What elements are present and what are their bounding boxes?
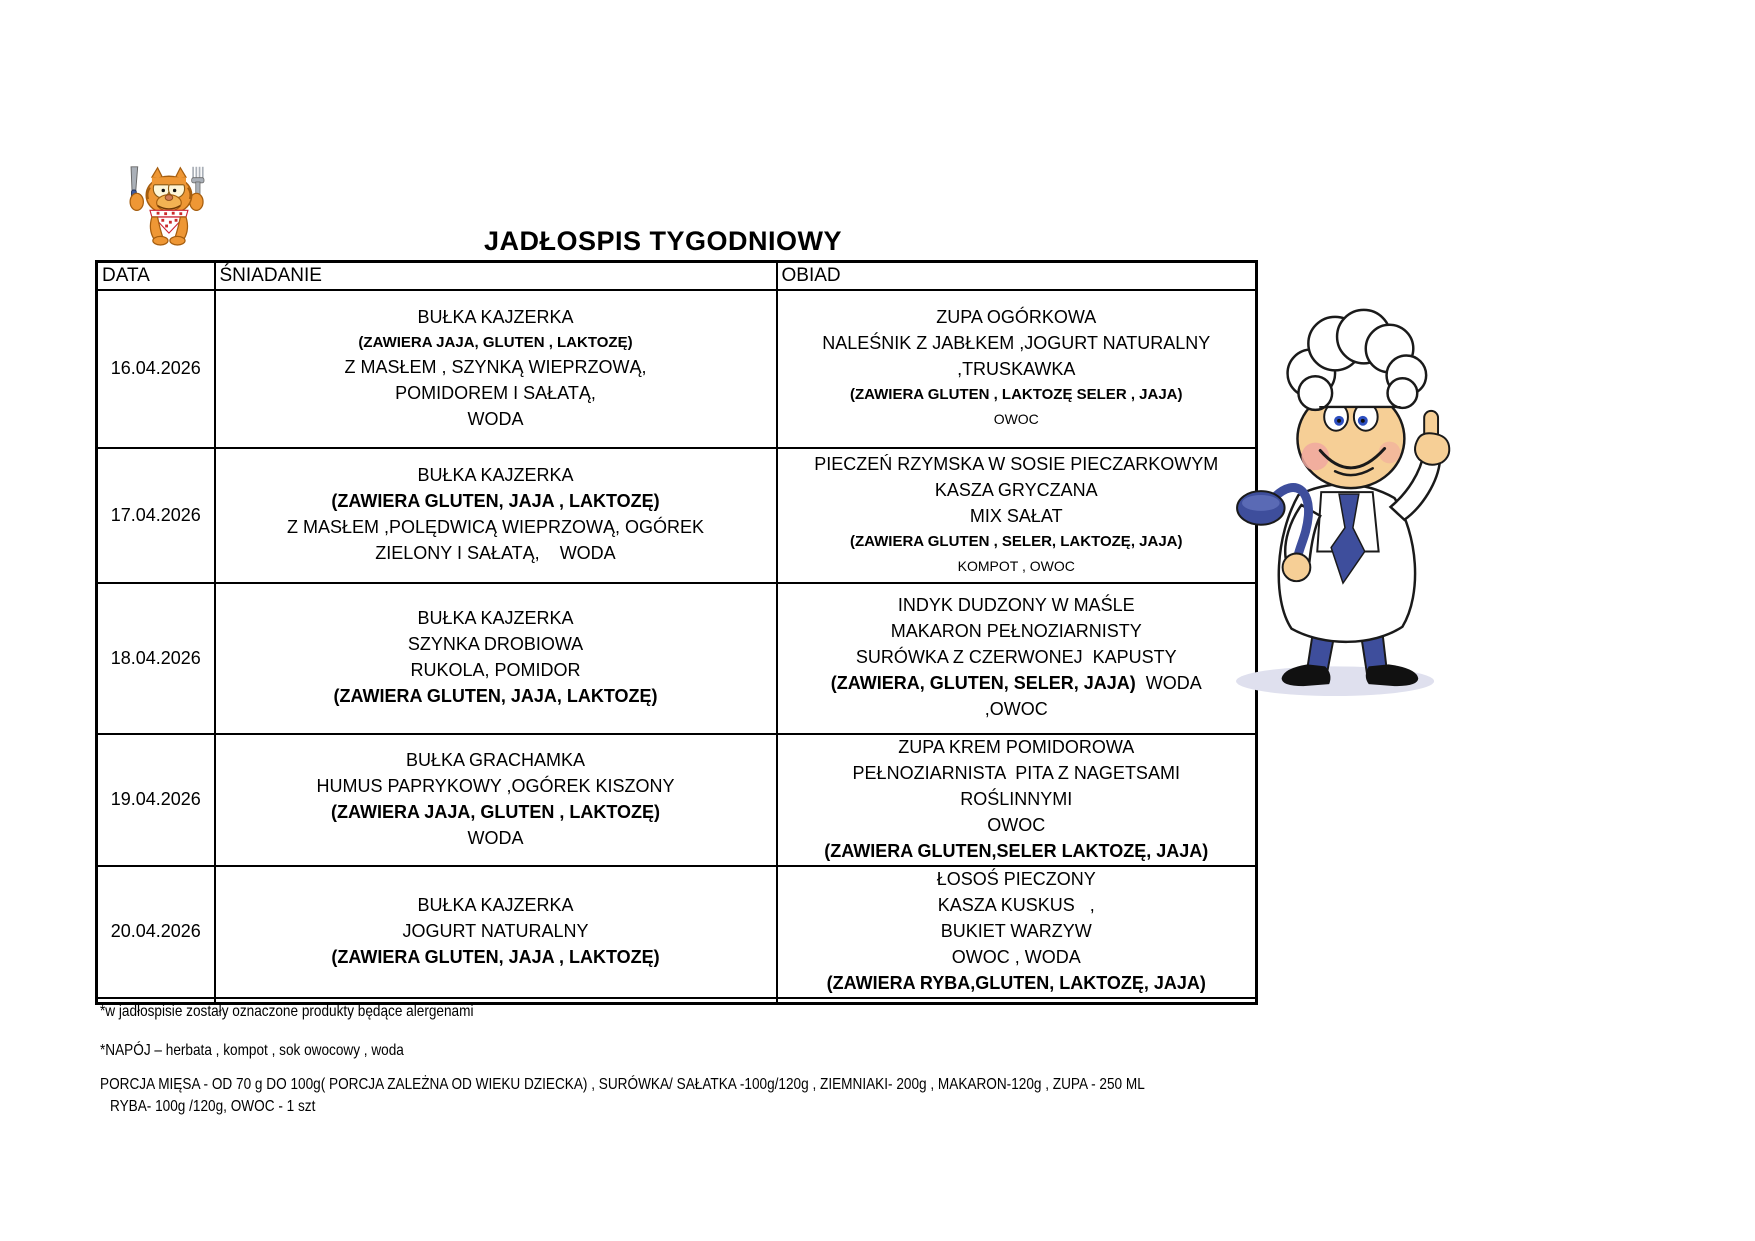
dinner-cell <box>777 290 1257 448</box>
menu-line: Z MASŁEM , SZYNKĄ WIEPRZOWĄ, <box>344 356 647 377</box>
menu-line: (ZAWIERA RYBA,GLUTEN, LAKTOZĘ, JAJA) <box>826 972 1206 993</box>
menu-header-row <box>97 262 1257 290</box>
menu-row <box>97 866 1257 998</box>
menu-line: PIECZEŃ RZYMSKA W SOSIE PIECZARKOWYM <box>814 453 1219 474</box>
chef-hat <box>1288 310 1427 410</box>
date-cell: 17.04.2026 <box>97 448 215 583</box>
menu-line: NALEŚNIK Z JABŁKEM ,JOGURT NATURALNY <box>822 333 1211 353</box>
menu-line: ZUPA OGÓRKOWA <box>936 307 1097 327</box>
menu-line: (ZAWIERA JAJA, GLUTEN , LAKTOZĘ) <box>358 333 633 351</box>
menu-line: JOGURT NATURALNY <box>402 920 589 941</box>
header-date: DATA <box>97 262 215 290</box>
menu-line: SZYNKA DROBIOWA <box>407 634 584 654</box>
date-cell: 20.04.2026 <box>97 866 215 998</box>
footnote-drinks: *NAPÓJ – herbata , kompot , sok owocowy , woda <box>100 1042 404 1059</box>
menu-line: HUMUS PAPRYKOWY ,OGÓREK KISZONY <box>316 775 675 796</box>
menu-line: (ZAWIERA GLUTEN,SELER LAKTOZĘ, JAJA) <box>824 840 1209 861</box>
menu-line: BUŁKA KAJZERKA <box>417 465 574 485</box>
menu-line: (ZAWIERA GLUTEN, JAJA , LAKTOZĘ) <box>331 491 660 511</box>
menu-row <box>97 290 1257 448</box>
thumbs-up-hand <box>1415 411 1449 465</box>
menu-line: BUŁKA KAJZERKA <box>417 608 574 628</box>
menu-row <box>97 448 1257 583</box>
menu-line: ZUPA KREM POMIDOROWA <box>898 736 1135 757</box>
menu-line: OWOC <box>987 814 1046 835</box>
menu-row <box>97 583 1257 734</box>
menu-line: KASZA KUSKUS , <box>937 894 1095 915</box>
menu-line: BUŁKA GRACHAMKA <box>405 749 586 770</box>
menu-line: KOMPOT , OWOC <box>957 557 1075 574</box>
menu-line: Z MASŁEM ,POLĘDWICĄ WIEPRZOWĄ, OGÓREK <box>286 517 705 537</box>
footnote-portions-line2: RYBA- 100g /120g, OWOC - 1 szt <box>110 1098 316 1115</box>
garfield-cat-image <box>112 163 224 253</box>
menu-line: INDYK DUDZONY W MAŚLE <box>897 595 1135 615</box>
menu-table <box>95 260 1258 1005</box>
menu-line: (ZAWIERA, GLUTEN, SELER, JAJA) WODA <box>830 673 1202 693</box>
menu-row <box>97 734 1257 866</box>
menu-line: ROŚLINNYMI <box>960 788 1073 809</box>
dinner-cell <box>777 734 1257 866</box>
menu-line: (ZAWIERA JAJA, GLUTEN , LAKTOZĘ) <box>330 801 660 822</box>
breakfast-cell <box>215 448 777 583</box>
menu-line: (ZAWIERA GLUTEN, JAJA, LAKTOZĘ) <box>333 686 658 706</box>
dinner-cell <box>777 448 1257 583</box>
header-breakfast: ŚNIADANIE <box>215 262 777 290</box>
chef-image <box>1224 302 1462 698</box>
menu-line: WODA <box>467 408 524 429</box>
breakfast-cell <box>215 583 777 734</box>
menu-line: OWOC <box>993 411 1039 427</box>
menu-line: MIX SAŁAT <box>969 505 1063 526</box>
menu-line: BUŁKA KAJZERKA <box>417 306 574 327</box>
date-cell: 16.04.2026 <box>97 290 215 448</box>
menu-line: ŁOSOŚ PIECZONY <box>936 868 1096 889</box>
menu-line: ,OWOC <box>984 699 1048 719</box>
breakfast-cell <box>215 866 777 998</box>
dinner-cell <box>777 583 1257 734</box>
dinner-cell <box>777 866 1257 998</box>
fork-icon <box>192 167 204 197</box>
menu-line: ZIELONY I SAŁATĄ, WODA <box>375 543 616 563</box>
menu-line: ,TRUSKAWKA <box>957 359 1076 379</box>
menu-line: OWOC , WODA <box>951 946 1081 967</box>
menu-line: (ZAWIERA GLUTEN , LAKTOZĘ SELER , JAJA) <box>849 386 1183 403</box>
page-title: JADŁOSPIS TYGODNIOWY <box>484 226 843 256</box>
menu-line: (ZAWIERA GLUTEN , SELER, LAKTOZĘ, JAJA) <box>849 532 1183 550</box>
menu-line: SURÓWKA Z CZERWONEJ KAPUSTY <box>855 647 1177 667</box>
header-dinner: OBIAD <box>777 262 1257 290</box>
menu-line: MAKARON PEŁNOZIARNISTY <box>890 621 1142 641</box>
date-cell: 18.04.2026 <box>97 583 215 734</box>
menu-line: (ZAWIERA GLUTEN, JAJA , LAKTOZĘ) <box>331 946 660 967</box>
menu-line: PEŁNOZIARNISTA PITA Z NAGETSAMI <box>852 762 1180 783</box>
menu-line: RUKOLA, POMIDOR <box>410 660 581 680</box>
date-cell: 19.04.2026 <box>97 734 215 866</box>
breakfast-cell <box>215 290 777 448</box>
menu-line: KASZA GRYCZANA <box>934 479 1098 500</box>
menu-line: BUKIET WARZYW <box>940 920 1092 941</box>
footnote-allergens: *w jadłospisie zostały oznaczone produkty będące alergenami <box>100 1003 474 1020</box>
footnote-portions-line1: PORCJA MIĘSA - OD 70 g DO 100g( PORCJA ZALEŻNA OD WIEKU DZIECKA) , SURÓWKA/ SAŁATKA -100g/120g , ZIEMNIAKI- 200g , MAKARON-120g , ZUPA - 250 ML <box>100 1076 1145 1093</box>
menu-line: BUŁKA KAJZERKA <box>417 894 574 915</box>
menu-line: WODA <box>467 827 524 848</box>
breakfast-cell <box>215 734 777 866</box>
menu-line: POMIDOREM I SAŁATĄ, <box>395 382 596 403</box>
